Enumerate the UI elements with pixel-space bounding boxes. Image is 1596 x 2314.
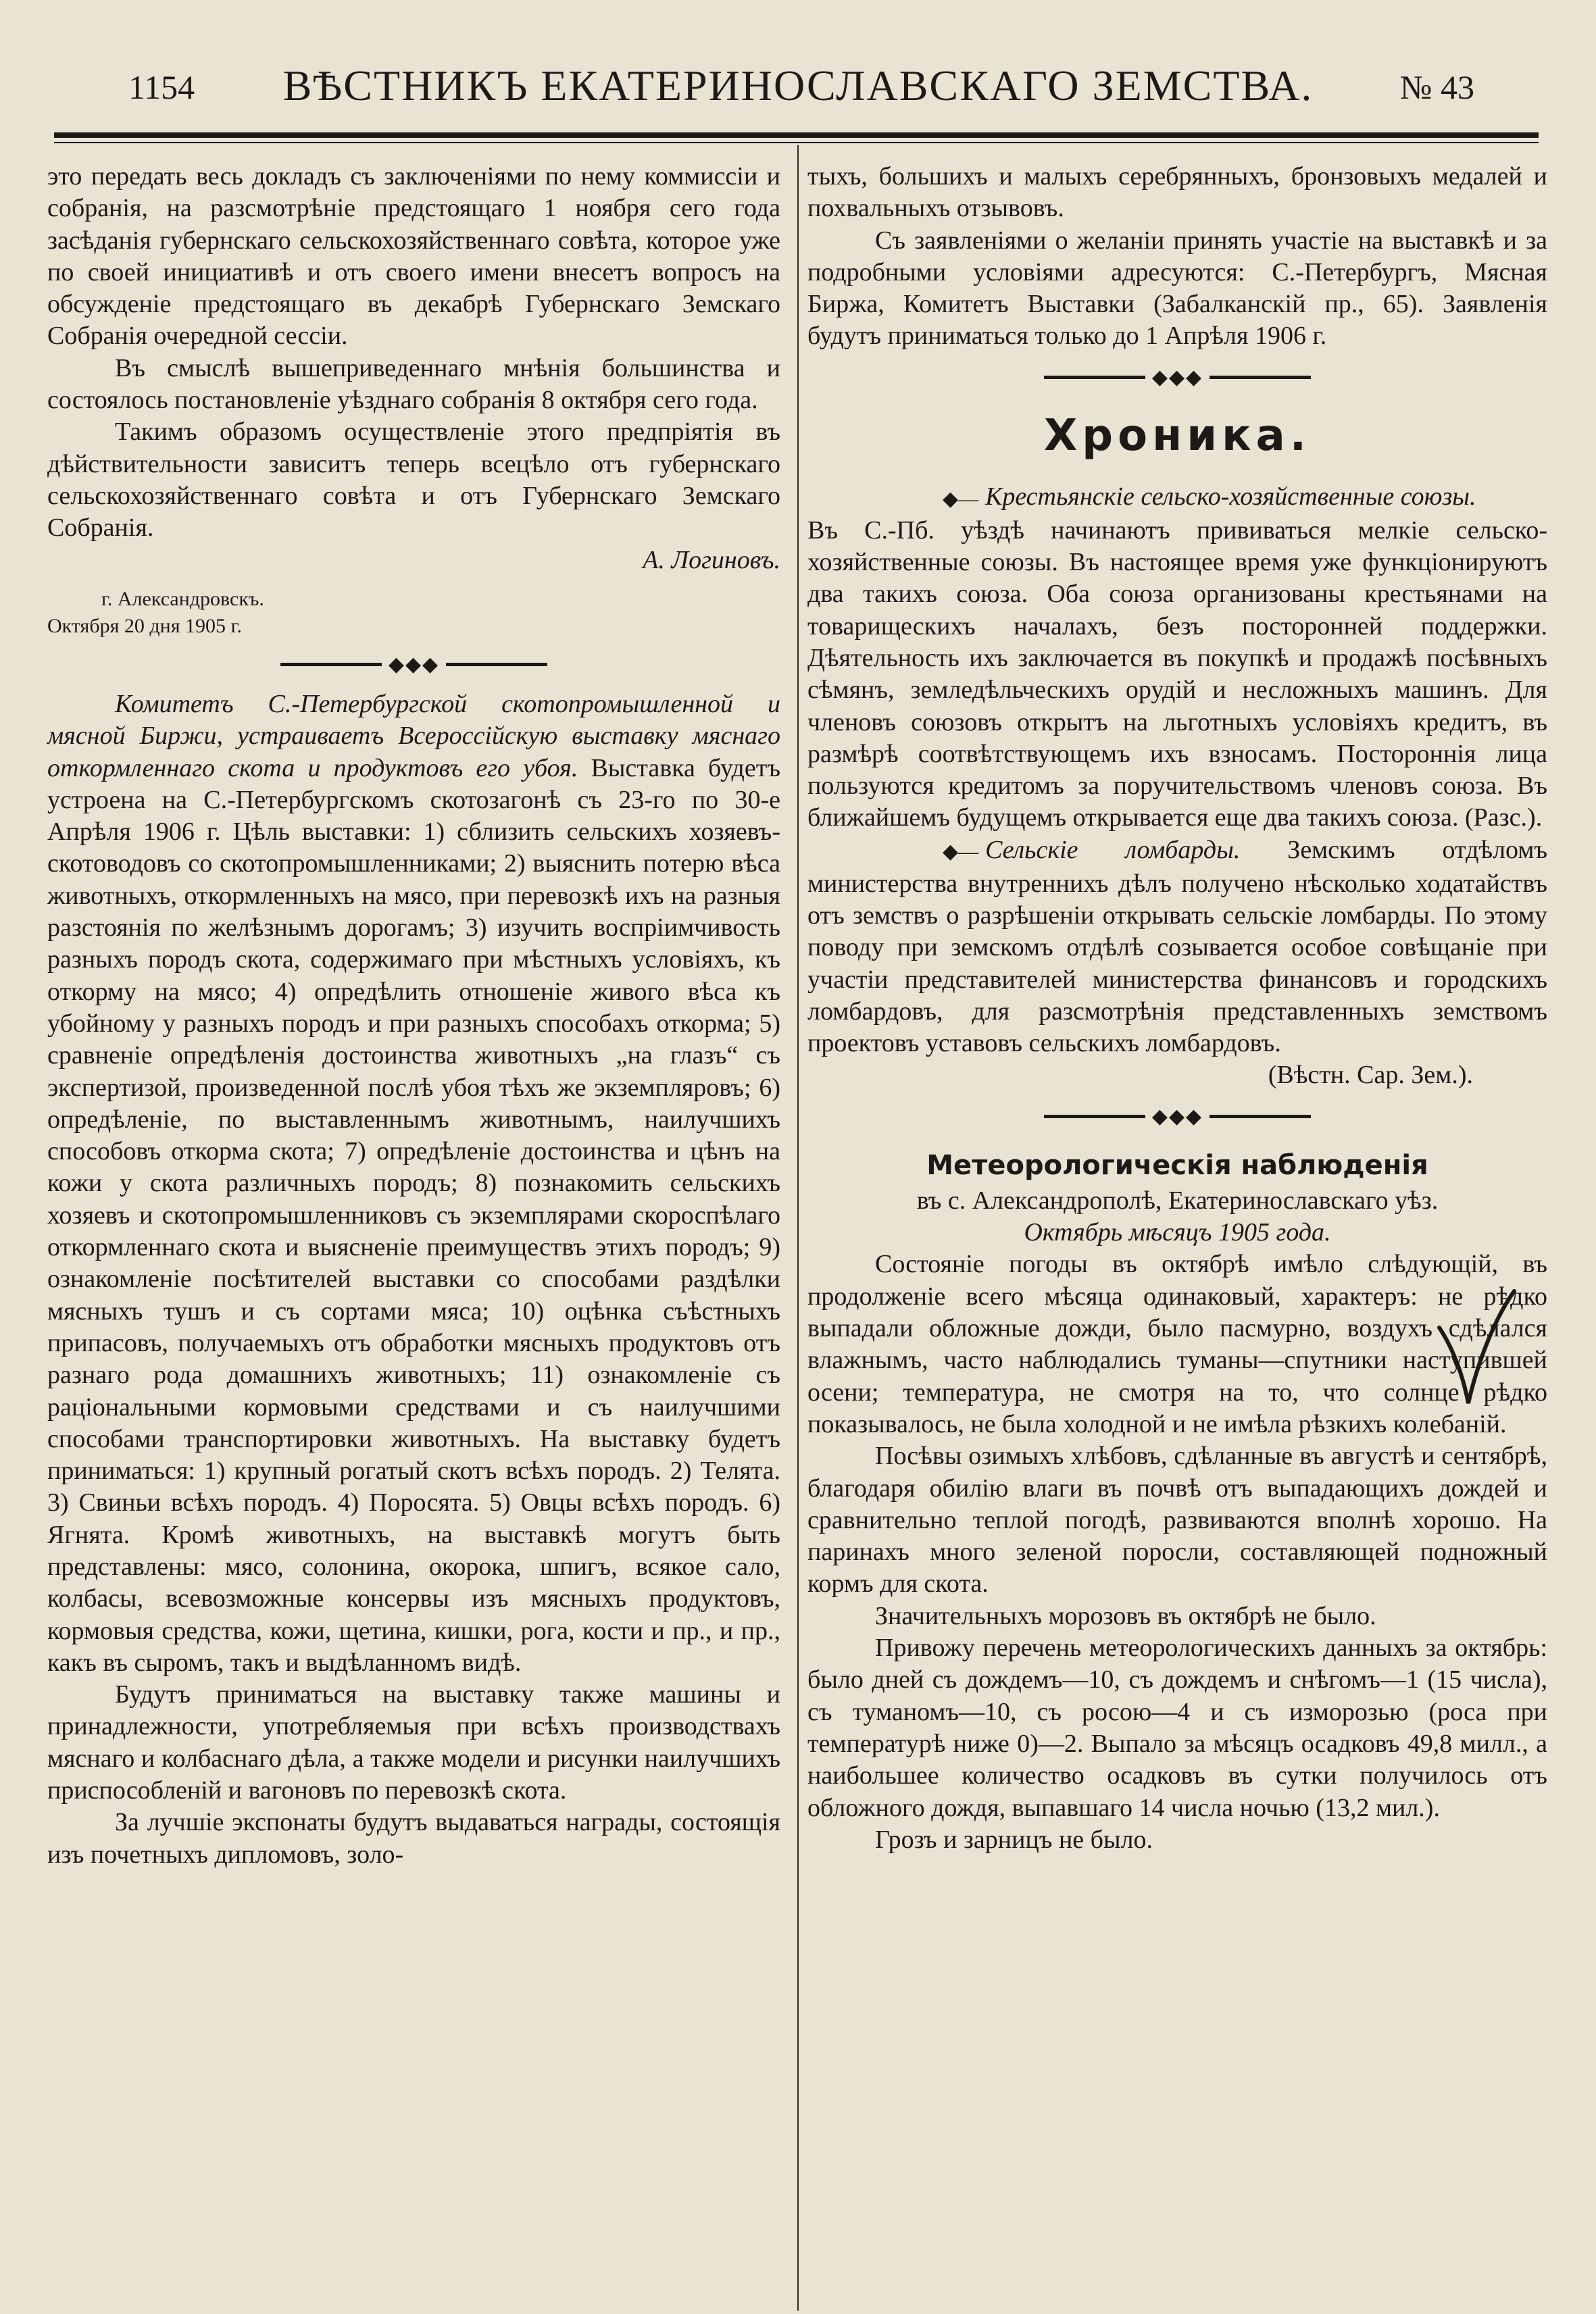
- item-cooperatives-source: (Разс.).: [1465, 803, 1543, 832]
- paragraph-applications: Съ заявленіями о желаніи принять участіе на выставкѣ и за подробными условіями адресуются: С.-Петербургъ, Мясная Биржа, Комитетъ Выставки (Забалканскій пр., 65). Заявленія будутъ приниматься только до 1 Апрѣля 1906 г.: [807, 226, 1547, 351]
- section-ornament: [47, 648, 780, 680]
- section-ornament-right: [807, 361, 1547, 393]
- item-cooperatives-title: Крестьянскіе сельско-хозяйственные союзы.: [985, 482, 1476, 511]
- meteo-paragraph-crops: Посѣвы озимыхъ хлѣбовъ, сдѣланные въ августѣ и сентябрѣ, благодаря обилію влаги въ почвѣ отъ выпадающихъ дождей и сравнительно теплой погодѣ, развиваются вполнѣ хорошо. На паринахъ много зеленой поросли, составляющей подножный кормъ для скота.: [807, 1442, 1547, 1599]
- journal-title: ВѢСТНИКЪ ЕКАТЕРИНОСЛАВСКАГО ЗЕМСТВА.: [282, 61, 1314, 109]
- paragraph-machines: Будутъ приниматься на выставку также машины и принадлежности, употребляемыя при всѣхъ производствахъ мяснаго и колбаснаго дѣла, а также модели и рисунки наилучшихъ приспособленій и вагоновъ по перевозкѣ скота.: [47, 1680, 780, 1805]
- item-pawnshops: [807, 834, 1547, 1060]
- section-ornament-meteo: [807, 1100, 1547, 1132]
- chronicle-heading: Хроника.: [1043, 410, 1312, 461]
- left-column: [47, 161, 780, 1871]
- meteo-heading: Метеорологическія наблюденія: [926, 1149, 1428, 1181]
- paragraph-report: это передать весь докладъ съ заключеніями по нему коммиссіи и собранія, на разсмотрѣніе предстоящаго 1 ноября сего года засѣданія губернскаго сельскохозяйственнаго совѣта, которое уже по своей инициативѣ и отъ своего имени внесетъ вопросъ на обсужденіе предстоящаго въ декабрѣ Губернскаго Земскаго Собранія очередной сессіи.: [47, 162, 780, 351]
- item-cooperatives-body: Въ С.-Пб. уѣздѣ начинаютъ прививаться мелкіе сельско-хозяйственные союзы. Въ настоящее время уже функціонируютъ два такихъ союза. Оба союза организованы крестьянами на товарищескихъ началахъ, безъ посторонней поддержки. Дѣятельность ихъ заключается въ покупкѣ и продажѣ посѣвныхъ сѣмянъ, земледѣльческихъ орудій и несложныхъ машинъ. Для членовъ союзовъ открытъ на льготныхъ условіяхъ кредитъ, въ размѣрѣ соотвѣтствующемъ ихъ взносамъ. Постороннія лица пользуются кредитомъ за поручительствомъ членовъ союза. Въ ближайшемъ будущемъ открывается еще два такихъ союза.: [807, 515, 1547, 832]
- meteo-paragraph-storms: Грозъ и зарницъ не было.: [875, 1825, 1153, 1854]
- item-pawnshops-title: Сельскіе ломбарды.: [985, 835, 1241, 864]
- ornament-bar-right: [1210, 1115, 1311, 1118]
- right-column: [807, 161, 1547, 1856]
- item-pawnshops-body: Земскимъ отдѣломъ министерства внутреннихъ дѣлъ получено нѣсколько ходатайствъ отъ земствъ о разрѣшеніи открывать сельскіе ломбарды. По этому поводу при земскомъ отдѣлѣ созывается особое совѣщаніе при участіи представителей министерства финансовъ и городскихъ ломбардовъ, для разсмотрѣнія представленныхъ земствомъ проектовъ уставовъ сельскихъ ломбардовъ.: [807, 835, 1548, 1058]
- ornament-bar-right: [446, 663, 547, 666]
- meteo-paragraph-weather: Состояніе погоды въ октябрѣ имѣло слѣдующій, въ продолженіе всего мѣсяца одинаковый, характеръ: не рѣдко выпадали обложные дожди, было пасмурно, воздухъ сдѣлался влажнымъ, часто наблюдались туманы—спутники наступившей осени; температура, не смотря на то, что солнце рѣдко показывалось, не была холодной и не имѣла рѣзкихъ колебаній.: [807, 1250, 1547, 1438]
- item-pawnshops-source: (Вѣстн. Сар. Зем.).: [1268, 1061, 1473, 1090]
- ornament-bar-left: [1044, 1115, 1145, 1118]
- paragraph-awards-continued: тыхъ, большихъ и малыхъ серебрянныхъ, бронзовыхъ медалей и похвальныхъ отзывовъ.: [807, 162, 1547, 223]
- meteo-place: въ с. Александрополѣ, Екатеринославскаго уѣз.: [916, 1186, 1439, 1215]
- handwritten-check-mark-icon: [1436, 1287, 1517, 1409]
- ornament-glyph: ◆◆◆: [388, 653, 440, 676]
- exhibition-lead: Комитетъ С.-Петербургской скотопромышленной и мясной Биржи, устраиваетъ Всероссійскую выставку мяснаго откормленнаго скота и продуктовъ его убоя.: [47, 689, 780, 782]
- paragraph-resolution: Въ смыслѣ вышеприведеннаго мнѣнія большинства и состоялось постановленіе уѣзднаго собранія 8 октября сего года.: [47, 353, 780, 415]
- ornament-bar-right: [1210, 376, 1311, 379]
- page-number: 1154: [128, 68, 195, 106]
- hand-bullet-icon: ◆—: [943, 840, 979, 863]
- meteo-paragraph-data: Привожу перечень метеорологическихъ данныхъ за октябрь: было дней съ дождемъ—10, съ дождемъ и снѣгомъ—1 (15 числа), съ туманомъ—10, съ росою—4 и съ изморозью (роса при температурѣ ниже 0)—2. Выпало за мѣсяцъ осадковъ 49,8 милл., а наибольшее количество осадковъ въ сутки получилось отъ обложного дождя, выпавшаго 14 числа ночью (13,2 мил.).: [807, 1634, 1547, 1822]
- issue-number: № 43: [1399, 68, 1474, 106]
- exhibition-text: Выставка будетъ устроена на С.-Петербургскомъ скотозагонѣ съ 23-го по 30-е Апрѣля 1906 г. Цѣль выставки: 1) сблизить сельскихъ хозяевъ-скотоводовъ со скотопромышленниками; 2) выяснить потерю вѣса животныхъ, откормленныхъ на мясо, при перевозкѣ ихъ на разныя разстоянія по желѣзнымъ дорогамъ; 3) изучить воспріимчивость разныхъ породъ скота, содержимаго при мѣстныхъ условіяхъ, къ откорму на мясо; 4) опредѣлить отношеніе живого вѣса къ убойному у разныхъ породъ и при разныхъ способахъ откорма; 5) сравненіе опредѣленія достоинства животныхъ „на глазъ“ съ экспертизой, произведенной послѣ убоя тѣхъ же экземпляровъ; 6) опредѣленіе, по выставленнымъ животнымъ, наилучшихъ способовъ откорма скота; 7) опредѣленіе достоинства и цѣнъ на кожи у скота различныхъ породъ; 8) познакомить сельскихъ хозяевъ и скотопромышленниковъ съ экземплярами скороспѣлаго откормленнаго скота и выясненіе преимуществъ этихъ породъ; 9) ознакомленіе посѣтителей выставки со способами раздѣлки мясныхъ тушъ и съ сортами мяса; 10) оцѣнка съѣстныхъ припасовъ, получаемыхъ отъ обработки мясныхъ продуктовъ отъ разнаго рода домашнихъ животныхъ; 11) ознакомленіе съ раціональными кормовыми средствами и съ наилучшими способами транспортировки животныхъ. На выставку будетъ приниматься: 1) крупный рогатый скотъ всѣхъ породъ. 2) Телята. 3) Свиньи всѣхъ породъ. 4) Поросята. 5) Овцы всѣхъ породъ. 6) Ягнята. Кромѣ животныхъ, на выставкѣ могутъ быть представлены: мясо, солонина, окорока, шпигъ, всякое сало, колбасы, всевозможные консервы изъ мясныхъ продуктовъ, кормовыя средства, кожи, щетина, кишки, рога, кости и пр., и пр., какъ въ сыромъ, такъ и выдѣланномъ видѣ.: [47, 753, 781, 1677]
- ornament-bar-left: [280, 663, 382, 666]
- meteo-month: Октябрь мѣсяцъ 1905 года.: [1024, 1218, 1331, 1247]
- paragraph-dependence: Такимъ образомъ осуществленіе этого предпріятія въ дѣйствительности зависитъ теперь всецѣло отъ губернскаго сельскохозяйственнаго совѣта и отъ Губернскаго Земскаго Собранія.: [47, 418, 780, 543]
- ornament-bar-left: [1044, 376, 1145, 379]
- paragraph-exhibition: [47, 688, 780, 1679]
- header-rule-thin: [54, 142, 1539, 143]
- ornament-glyph: ◆◆◆: [1151, 1105, 1203, 1128]
- meteo-paragraph-frost: Значительныхъ морозовъ въ октябрѣ не было.: [875, 1601, 1376, 1630]
- item-cooperatives-text: [807, 515, 1547, 834]
- header-rule-thick: [54, 132, 1539, 138]
- item-cooperatives-title-line: [807, 481, 1547, 515]
- date-line: Октября 20 дня 1905 г.: [47, 614, 242, 637]
- paragraph-awards: За лучшіе экспонаты будутъ выдаваться награды, состоящія изъ почетныхъ дипломовъ, золо-: [47, 1808, 780, 1869]
- place-line: г. Александровскъ.: [101, 587, 264, 610]
- hand-bullet-icon: ◆—: [943, 487, 979, 510]
- signature: А. Логиновъ.: [643, 545, 780, 574]
- column-divider: [797, 145, 799, 2311]
- ornament-glyph: ◆◆◆: [1151, 366, 1203, 388]
- page-header: [47, 47, 1549, 122]
